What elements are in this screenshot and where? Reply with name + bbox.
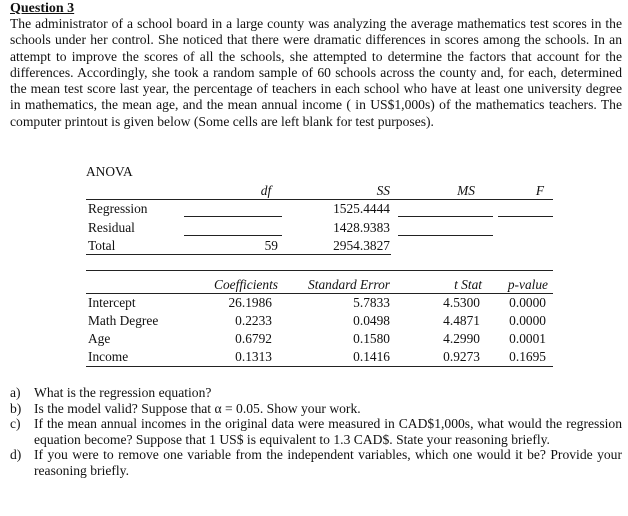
coef-row-var: Math Degree bbox=[88, 313, 159, 328]
question-label: d) bbox=[10, 447, 22, 463]
coef-row-se: 0.1580 bbox=[353, 331, 390, 346]
coef-row-se: 0.0498 bbox=[353, 313, 390, 328]
anova-bottom-rule bbox=[86, 254, 391, 255]
anova-row-residual-ss: 1428.9383 bbox=[333, 220, 390, 235]
question-c bbox=[10, 416, 622, 447]
coef-row-coef: 0.1313 bbox=[235, 349, 272, 364]
question-text: If the mean annual incomes in the original data were measured in CAD$1,000s, what would the regression equation become? Suppose that 1 US$ is equivalent to 1.3 CAD$. State your reasoning briefly. bbox=[34, 416, 622, 447]
coef-row-t: 4.4871 bbox=[443, 313, 480, 328]
coef-row-t: 4.5300 bbox=[443, 295, 480, 310]
blank-f-regression bbox=[498, 216, 553, 217]
question-text: Is the model valid? Suppose that α = 0.05. Show your work. bbox=[34, 400, 361, 416]
question-a bbox=[10, 385, 622, 401]
coef-row-coef: 0.6792 bbox=[235, 331, 272, 346]
question-label: b) bbox=[10, 400, 22, 416]
anova-row-total-df: 59 bbox=[264, 238, 278, 253]
anova-row-total-ss: 2954.3827 bbox=[333, 238, 390, 253]
blank-df-regression bbox=[184, 216, 282, 217]
anova-header-ss: SS bbox=[376, 183, 390, 198]
anova-header-f: F bbox=[535, 183, 545, 198]
coef-row-t: 4.2990 bbox=[443, 331, 480, 346]
anova-row-residual-source: Residual bbox=[88, 220, 135, 235]
coef-header-standard-error: Standard Error bbox=[308, 277, 390, 292]
question-text: If you were to remove one variable from the independent variables, which one would it be? Provide your reasoning briefly. bbox=[34, 447, 622, 478]
problem-statement: The administrator of a school board in a large county was analyzing the average mathematics test scores in the schools under her control. She noticed that there were dramatic differences in scores among the schools. In an attempt to improve the scores of all the schools, she attempted to determine the factors that account for the differences. Accordingly, she took a random sample of 60 schools across the county and, for each, determined the mean test score last year, the percentage of teachers in each school who have at least one university degree in mathematics, the mean age, and the mean annual income ( in US$1,000s) of the mathematics teachers. The computer printout is given below (Some cells are left blank for test purposes). bbox=[10, 16, 622, 129]
question-label: c) bbox=[10, 416, 21, 432]
coef-row-p: 0.0000 bbox=[509, 295, 546, 310]
coef-row-p: 0.0001 bbox=[509, 331, 546, 346]
coef-header-p-value: p-value bbox=[507, 277, 548, 292]
coef-row-var: Income bbox=[88, 349, 129, 364]
coef-row-var: Intercept bbox=[88, 295, 136, 310]
anova-label: ANOVA bbox=[86, 164, 133, 179]
coef-row-se: 5.7833 bbox=[353, 295, 390, 310]
coef-header-rule bbox=[86, 293, 553, 294]
anova-header-df: df bbox=[260, 183, 272, 198]
question-list bbox=[10, 385, 622, 479]
coef-row-var: Age bbox=[88, 331, 111, 346]
blank-df-residual bbox=[184, 235, 282, 236]
coef-header-t-stat: t Stat bbox=[454, 277, 482, 292]
coef-top-rule bbox=[86, 270, 553, 271]
coef-row-p: 0.0000 bbox=[509, 313, 546, 328]
coef-row-p: 0.1695 bbox=[509, 349, 546, 364]
question-label: a) bbox=[10, 385, 21, 400]
blank-ms-regression bbox=[398, 216, 493, 217]
coef-header-coefficients: Coefficients bbox=[214, 277, 278, 292]
anova-row-regression-source: Regression bbox=[88, 201, 148, 216]
blank-ms-residual bbox=[398, 235, 493, 236]
question-d bbox=[10, 447, 622, 478]
coef-row-se: 0.1416 bbox=[353, 349, 390, 364]
coef-row-coef: 26.1986 bbox=[228, 295, 272, 310]
question-text: What is the regression equation? bbox=[34, 385, 212, 400]
anova-row-total-source: Total bbox=[88, 238, 116, 253]
question-b bbox=[10, 401, 622, 417]
anova-header-ms: MS bbox=[457, 183, 475, 198]
coef-row-t: 0.9273 bbox=[443, 349, 480, 364]
coef-bottom-rule bbox=[86, 366, 553, 367]
coef-row-coef: 0.2233 bbox=[235, 313, 272, 328]
question-title: Question 3 bbox=[10, 1, 75, 16]
anova-row-regression-ss: 1525.4444 bbox=[333, 201, 390, 216]
anova-header-rule bbox=[86, 199, 553, 200]
